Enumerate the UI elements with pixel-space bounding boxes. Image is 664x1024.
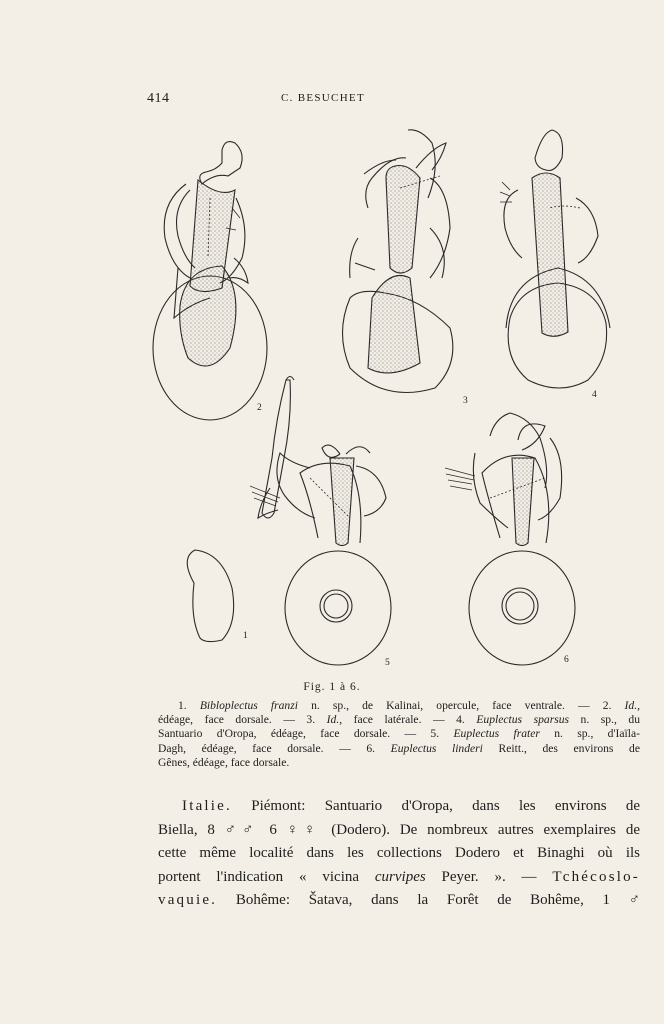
body-line: cette même localité dans les collections Dodero et Binaghi où ils xyxy=(158,845,640,861)
running-head xyxy=(0,92,664,104)
figure-label: Fig. 1 à 6. xyxy=(303,681,361,693)
figure-1-operculum-ventral xyxy=(187,550,233,642)
caption-text: édéage, face dorsale. — 3. xyxy=(158,713,327,727)
body-text xyxy=(158,795,640,913)
caption-text: 1. xyxy=(178,699,200,712)
caption-text: Dagh, édéage, face dorsale. — 6. xyxy=(158,741,391,755)
figure-plate xyxy=(150,118,630,678)
body-fragment: portent l'indication « vicina xyxy=(158,868,375,885)
body-line: Biella, 8 ♂♂ 6 ♀♀ (Dodero). De nombreux autres exemplaires de xyxy=(158,821,640,838)
running-head-text: C. BESUCHET xyxy=(281,92,365,104)
page-number: 414 xyxy=(147,91,170,106)
panel-label-6: 6 xyxy=(564,655,569,665)
caption-line xyxy=(158,699,640,713)
caption-text: face latérale. — 4. xyxy=(342,713,477,727)
figure-2-aedeagus-dorsal xyxy=(153,142,267,420)
panel-label-1: 1 xyxy=(243,631,248,641)
caption-line xyxy=(158,713,640,727)
body-line xyxy=(158,795,640,819)
region-name: vaquie. xyxy=(158,892,218,908)
caption-line: Gênes, édéage, face dorsale. xyxy=(158,755,290,769)
caption-line xyxy=(158,727,640,741)
figure-5-aedeagus-dorsal xyxy=(250,377,391,666)
species-name: Euplectus sparsus xyxy=(476,713,570,727)
figure-4-aedeagus-dorsal xyxy=(500,130,610,388)
caption-text: Santuario d'Oropa, édéage, face dorsale. — 5. xyxy=(158,727,454,741)
figure-caption xyxy=(158,699,640,770)
body-fragment: Bohême: Šatava, dans la Forêt de Bohême, 1 ♂ xyxy=(217,892,640,908)
caption-id: Id., xyxy=(326,713,343,727)
caption-text: n. sp., d'Iaïla- xyxy=(539,727,640,741)
body-line xyxy=(158,889,640,913)
body-fragment: Peyer. ». — xyxy=(425,868,553,885)
panel-label-3: 3 xyxy=(463,396,468,406)
region-name: Tchécoslo- xyxy=(552,868,640,885)
caption-id: Id., xyxy=(624,699,640,712)
species-name: Euplectus linderi xyxy=(390,741,483,755)
caption-line xyxy=(158,742,640,756)
caption-text: n. sp., de Kalinai, opercule, face ventrale. — 2. xyxy=(297,699,625,712)
species-name: curvipes xyxy=(374,868,426,885)
body-line xyxy=(158,866,640,890)
panel-label-5: 5 xyxy=(385,658,390,668)
panel-label-4: 4 xyxy=(592,390,597,400)
species-name: Bibloplectus franzi xyxy=(199,699,298,712)
species-name: Euplectus frater xyxy=(453,727,540,741)
body-fragment: Piémont: Santuario d'Oropa, dans les environs de xyxy=(231,798,640,814)
region-name: Italie. xyxy=(182,798,232,814)
panel-label-2: 2 xyxy=(257,403,262,413)
caption-text: n. sp., du xyxy=(569,713,640,727)
caption-text: Reitt., des environs de xyxy=(482,741,640,755)
figure-6-aedeagus-dorsal xyxy=(445,413,575,665)
figure-3-aedeagus-lateral xyxy=(343,130,453,393)
